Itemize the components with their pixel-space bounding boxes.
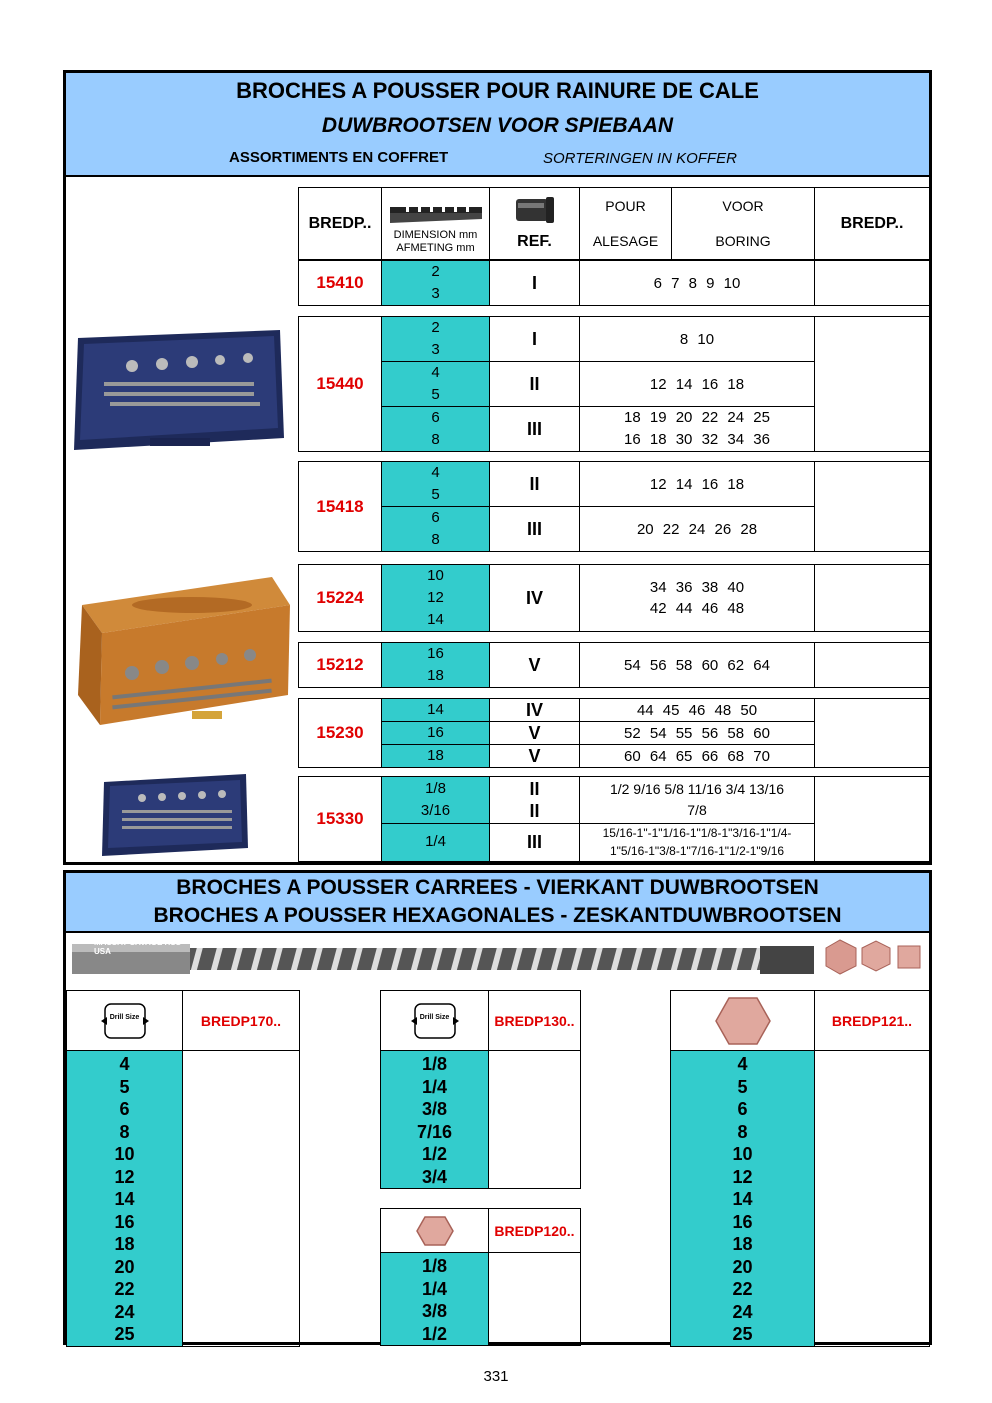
square-table-bredp170: [66, 990, 300, 1347]
order-cell: [815, 699, 930, 768]
size-cell: 6 8: [382, 507, 490, 552]
keyway-table-header: [298, 187, 930, 260]
order-cell: [815, 777, 930, 862]
col-voor: [672, 188, 815, 260]
order-cell: [183, 1051, 300, 1347]
bore-cell: 6 7 8 9 10: [580, 261, 815, 306]
set-code: 15330: [299, 777, 382, 862]
broach-image: [70, 936, 926, 986]
wood-case-image: [72, 575, 294, 735]
table-code: BREDP170..: [183, 991, 300, 1051]
title-square: BROCHES A POUSSER CARREES - VIERKANT DUWBROOTSEN: [176, 876, 819, 899]
set-code: 15440: [299, 317, 382, 452]
broach-profile-icon: [386, 201, 486, 225]
size-cell: 1/8 3/16: [382, 777, 490, 824]
size-cell: 1/4: [382, 823, 490, 861]
set-code: 15224: [299, 565, 382, 632]
table-code: BREDP120..: [489, 1209, 581, 1253]
col-dimension: [382, 188, 490, 260]
ref-cell: IV: [490, 565, 580, 632]
size-cell: 16: [382, 722, 490, 745]
size-cell: 2 3: [382, 261, 490, 306]
square-icon-cell: [67, 991, 183, 1051]
col-pour: [580, 188, 672, 260]
ref-cell: III: [490, 407, 580, 452]
size-list: 4 5 6 8 10 12 14 16 18 20 22 24 25: [671, 1051, 815, 1347]
table-code: BREDP130..: [489, 991, 581, 1051]
set-15330: [298, 776, 930, 862]
hex-icon-cell: [381, 1209, 489, 1253]
square-drill-size-icon: [410, 1000, 460, 1042]
hex-table-bredp121: [670, 990, 930, 1347]
bore-cell: 52 54 55 56 58 60: [580, 722, 815, 745]
drill-size-label: Drill Size: [419, 1013, 450, 1021]
alesage-label: ALESAGE: [592, 232, 659, 249]
square-drill-size-icon: [100, 1000, 150, 1042]
size-cell: 16 18: [382, 643, 490, 688]
dim-nl-label: AFMETING mm: [396, 242, 475, 254]
order-cell: [489, 1051, 581, 1189]
boring-label: BORING: [715, 232, 771, 249]
size-list: 4 5 6 8 10 12 14 16 18 20 22 24 25: [67, 1051, 183, 1347]
size-cell: 4 5: [382, 462, 490, 507]
keyway-header: [66, 73, 929, 177]
col-bredp2: BREDP..: [815, 188, 930, 260]
bushing-icon: [510, 195, 560, 229]
order-cell: [815, 565, 930, 632]
small-blue-case-image: [98, 772, 252, 858]
size-cell: 10 12 14: [382, 565, 490, 632]
set-15212: [298, 642, 930, 688]
size-cell: 18: [382, 745, 490, 768]
square-hex-header: [66, 873, 929, 933]
size-list: 1/8 1/4 3/8 7/16 1/2 3/4: [381, 1051, 489, 1189]
hexagon-icon: [415, 1214, 455, 1248]
title-fr: BROCHES A POUSSER POUR RAINURE DE CALE: [236, 78, 759, 103]
ref-cell: I: [490, 261, 580, 306]
title-nl: DUWBROOTSEN VOOR SPIEBAAN: [321, 114, 674, 137]
hexagon-icon: [713, 995, 773, 1047]
ref-cell: II II: [490, 777, 580, 824]
size-list: 1/8 1/4 3/8 1/2: [381, 1253, 489, 1346]
square-hex-broach-icon: [70, 936, 926, 986]
size-cell: 2 3: [382, 317, 490, 362]
title-hex: BROCHES A POUSSER HEXAGONALES - ZESKANTDUWBROOTSEN: [153, 904, 842, 927]
size-cell: 14: [382, 699, 490, 722]
bore-cell: 54 56 58 60 62 64: [580, 643, 815, 688]
order-cell: [489, 1253, 581, 1346]
ref-cell: I: [490, 317, 580, 362]
bore-cell: 44 45 46 48 50: [580, 699, 815, 722]
col-bredp: BREDP..: [299, 188, 382, 260]
order-cell: [815, 1051, 930, 1347]
ref-cell: V: [490, 643, 580, 688]
blue-case-image: [70, 328, 288, 454]
set-15230: [298, 698, 930, 768]
pour-label: POUR: [605, 197, 646, 214]
set-code: 15410: [299, 261, 382, 306]
set-code: 15230: [299, 699, 382, 768]
subtitle-nl: SORTERINGEN IN KOFFER: [543, 150, 737, 167]
ref-cell: II: [490, 362, 580, 407]
bore-cell: 60 64 65 66 68 70: [580, 745, 815, 768]
ref-cell: IV: [490, 699, 580, 722]
bore-cell: 1/2 9/16 5/8 11/16 3/4 13/16 7/8: [580, 777, 815, 824]
col-ref: [490, 188, 580, 260]
ref-cell: III: [490, 507, 580, 552]
bore-cell: 15/16-1"-1"1/16-1"1/8-1"3/16-1"1/4- 1"5/16-1"3/8-1"7/16-1"1/2-1"9/16: [580, 823, 815, 861]
order-cell: [815, 261, 930, 306]
bore-cell: 12 14 16 18: [580, 462, 815, 507]
hex-icon-cell: [671, 991, 815, 1051]
hex-table-bredp120: [380, 1208, 581, 1346]
table-code: BREDP121..: [815, 991, 930, 1051]
size-cell: 4 5: [382, 362, 490, 407]
set-15224: [298, 564, 930, 632]
page-number: 331: [483, 1368, 509, 1385]
dim-fr-label: DIMENSION mm: [393, 229, 478, 241]
set-code: 15418: [299, 462, 382, 552]
size-cell: 6 8: [382, 407, 490, 452]
broach-brand-label: MASSAY-SAVAGE HSS USA: [94, 938, 181, 956]
ref-label: REF.: [517, 233, 552, 250]
bore-cell: 8 10: [580, 317, 815, 362]
subtitle-fr: ASSORTIMENTS EN COFFRET: [229, 149, 449, 166]
set-15440: [298, 316, 930, 452]
voor-label: VOOR: [722, 197, 764, 214]
order-cell: [815, 643, 930, 688]
small-case-icon: [98, 772, 252, 858]
bore-cell: 34 36 38 40 42 44 46 48: [580, 565, 815, 632]
set-code: 15212: [299, 643, 382, 688]
set-15418: [298, 461, 930, 552]
blue-case-icon: [70, 328, 288, 454]
set-15410: [298, 260, 930, 306]
square-table-bredp130: [380, 990, 581, 1189]
square-icon-cell: [381, 991, 489, 1051]
order-cell: [815, 317, 930, 452]
order-cell: [815, 462, 930, 552]
wood-case-icon: [72, 575, 294, 735]
bore-cell: 12 14 16 18: [580, 362, 815, 407]
drill-size-label: Drill Size: [109, 1013, 140, 1021]
bore-cell: 18 19 20 22 24 25 16 18 30 32 34 36: [580, 407, 815, 452]
ref-cell: V: [490, 745, 580, 768]
ref-cell: V: [490, 722, 580, 745]
ref-cell: III: [490, 823, 580, 861]
ref-cell: II: [490, 462, 580, 507]
bore-cell: 20 22 24 26 28: [580, 507, 815, 552]
